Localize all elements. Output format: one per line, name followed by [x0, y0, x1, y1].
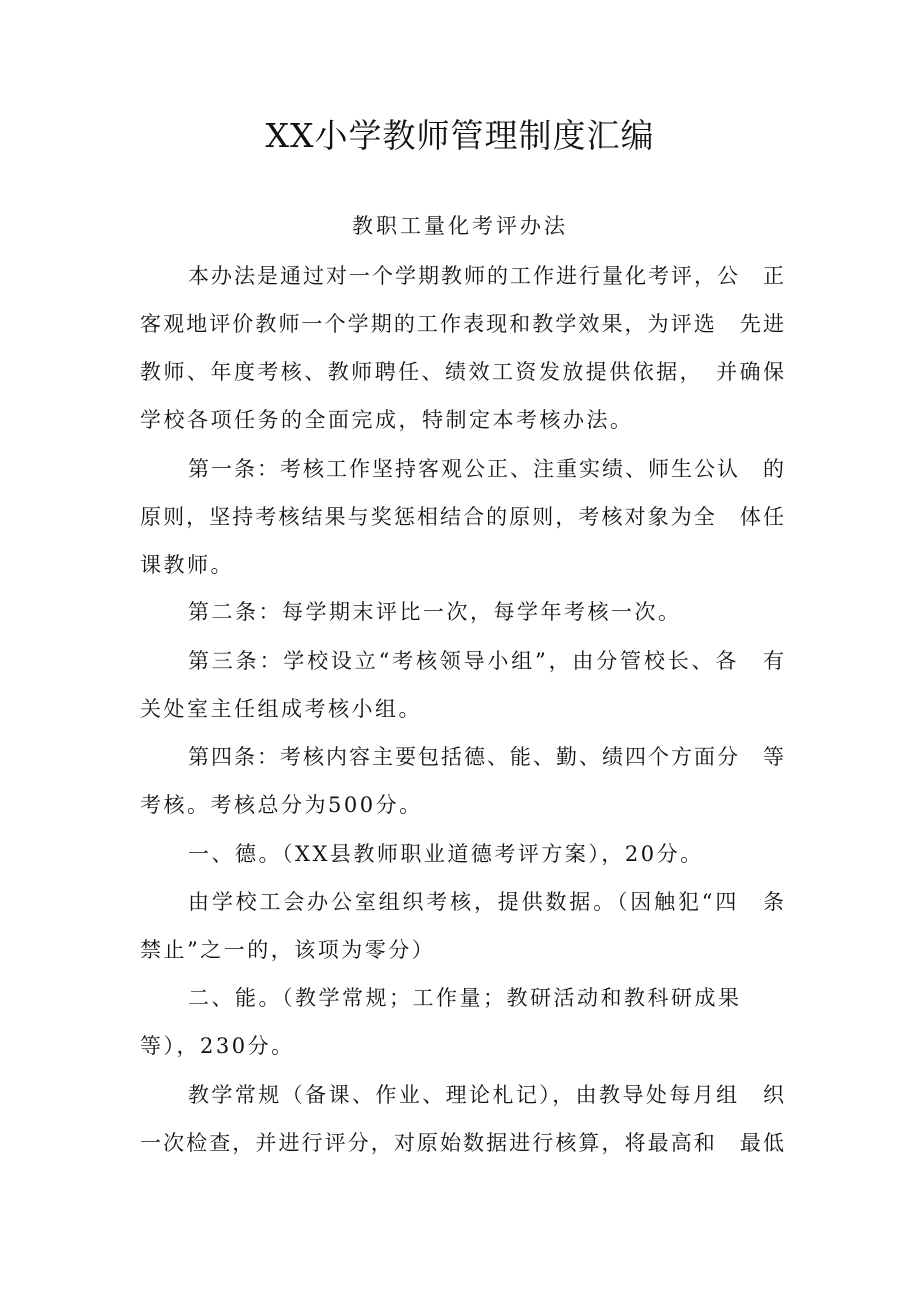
paragraph-line: 二、能。（教学常规；工作量；教研活动和教科研成果 — [188, 986, 742, 1010]
paragraph-line: 等），230分。 — [140, 1034, 295, 1058]
paragraph-line: 一次检查，并进行评分，对原始数据进行核算，将最高和 最低 — [140, 1131, 784, 1155]
paragraph-line: 课教师。 — [140, 553, 234, 577]
section-title: 教职工量化考评办法 — [352, 214, 568, 238]
paragraph-line: 教师、年度考核、教师聘任、绩效工资发放提供依据， 并确保 — [140, 360, 784, 384]
paragraph-line: 本办法是通过对一个学期教师的工作进行量化考评，公 正 — [188, 264, 784, 288]
paragraph-line: 第二条：每学期末评比一次，每学年考核一次。 — [188, 600, 682, 624]
paragraph-line: 客观地评价教师一个学期的工作表现和教学效果，为评选 先进 — [140, 312, 784, 336]
paragraph-line: 学校各项任务的全面完成，特制定本考核办法。 — [140, 408, 634, 432]
document-title: XX小学教师管理制度汇编 — [265, 116, 655, 155]
paragraph-line: 禁止”之一的，该项为零分） — [140, 938, 436, 962]
paragraph-line: 一、德。（XX县教师职业道德考评方案），20分。 — [188, 842, 704, 866]
paragraph-line: 由学校工会办公室组织考核，提供数据。（因触犯“四 条 — [188, 890, 784, 914]
paragraph-line: 关处室主任组成考核小组。 — [140, 697, 422, 721]
paragraph-line: 原则，坚持考核结果与奖惩相结合的原则，考核对象为全 体任 — [140, 505, 784, 529]
paragraph-line: 考核。考核总分为500分。 — [140, 793, 423, 817]
paragraph-line: 第四条：考核内容主要包括德、能、勤、绩四个方面分 等 — [188, 745, 784, 769]
paragraph-line: 第三条：学校设立“考核领导小组”，由分管校长、各 有 — [188, 649, 784, 673]
paragraph-line: 教学常规（备课、作业、理论札记），由教导处每月组 织 — [188, 1083, 784, 1107]
paragraph-line: 第一条：考核工作坚持客观公正、注重实绩、师生公认 的 — [188, 457, 784, 481]
